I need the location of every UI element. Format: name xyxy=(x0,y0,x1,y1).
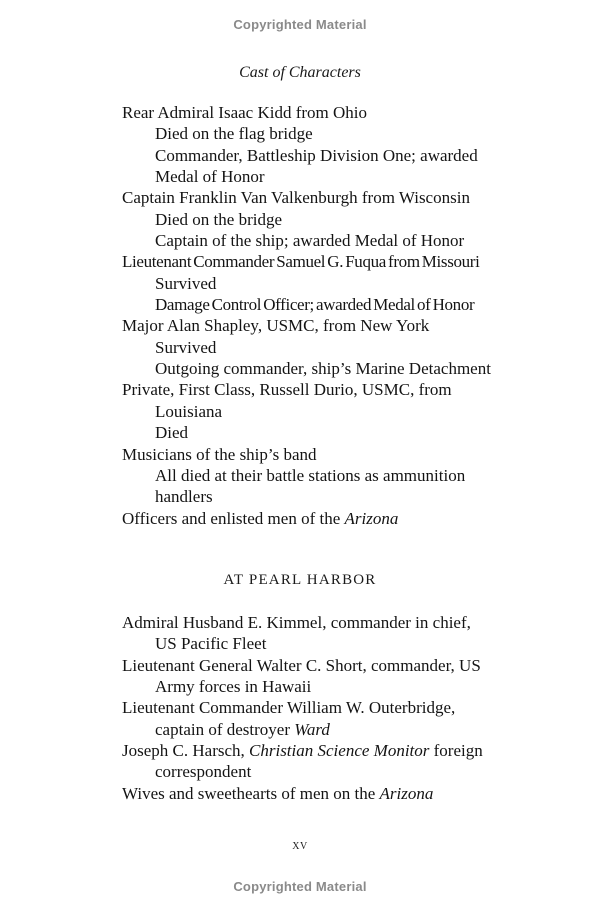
line-text: Medal of Honor xyxy=(155,167,265,187)
list-line xyxy=(122,337,490,358)
line-text: Damage Control Officer; awarded Medal of Honor xyxy=(155,295,475,315)
pearl-harbor-list xyxy=(122,612,490,804)
list-line xyxy=(122,612,490,633)
list-line xyxy=(122,315,490,336)
line-text: handlers xyxy=(155,487,213,507)
list-line xyxy=(122,145,490,166)
list-line xyxy=(122,123,490,144)
list-line xyxy=(122,422,490,443)
list-line xyxy=(122,230,490,251)
list-line xyxy=(122,697,490,718)
list-line xyxy=(122,633,490,654)
line-text: All died at their battle stations as ammunition xyxy=(155,465,466,485)
list-line xyxy=(122,761,490,782)
list-line xyxy=(122,676,490,697)
list-line xyxy=(122,294,490,315)
line-text: foreign xyxy=(429,741,483,761)
line-text: Major Alan Shapley, USMC, from New York xyxy=(122,316,430,336)
line-text: Died on the flag bridge xyxy=(155,124,313,144)
line-text: correspondent xyxy=(155,762,252,782)
page-number: xv xyxy=(292,838,308,853)
list-line xyxy=(122,444,490,465)
line-text: Louisiana xyxy=(155,401,223,421)
line-text: Admiral Husband E. Kimmel, commander in chief, xyxy=(122,613,471,632)
line-text: Captain of the ship; awarded Medal of Honor xyxy=(155,231,465,251)
ship-name-italic: Ward xyxy=(294,719,330,739)
line-text: Outgoing commander, ship’s Marine Detachment xyxy=(155,359,491,379)
list-line xyxy=(122,508,490,529)
line-text: Survived xyxy=(155,337,217,357)
list-line xyxy=(122,251,490,272)
cast-of-characters-list xyxy=(122,102,490,529)
list-line xyxy=(122,187,490,208)
line-text: Rear Admiral Isaac Kidd from Ohio xyxy=(122,103,368,122)
line-text: Commander, Battleship Division One; awarded xyxy=(155,145,478,165)
line-text: Joseph C. Harsch, xyxy=(122,741,250,761)
line-text: Private, First Class, Russell Durio, USMC, from xyxy=(122,380,452,400)
line-text: Lieutenant General Walter C. Short, commander, US xyxy=(122,655,481,675)
list-line xyxy=(122,358,490,379)
line-text: Officers and enlisted men of the xyxy=(122,508,345,528)
publication-name-italic: Christian Science Monitor xyxy=(249,741,430,761)
line-text: US Pacific Fleet xyxy=(155,634,267,654)
line-text: Died xyxy=(155,423,189,443)
line-text: Musicians of the ship’s band xyxy=(122,444,317,464)
list-line xyxy=(122,486,490,507)
ship-name-italic: Arizona xyxy=(344,508,399,528)
list-line xyxy=(122,740,490,761)
line-text: Lieutenant Commander Samuel G. Fuqua from Missouri xyxy=(122,252,480,272)
line-text: Died on the bridge xyxy=(155,209,282,229)
list-line xyxy=(122,379,490,400)
line-text: Army forces in Hawaii xyxy=(155,677,312,697)
list-line xyxy=(122,166,490,187)
line-text: Captain Franklin Van Valkenburgh from Wisconsin xyxy=(122,188,470,208)
list-line xyxy=(122,102,490,123)
list-line xyxy=(122,783,490,804)
copyright-watermark-top: Copyrighted Material xyxy=(233,17,367,32)
list-line xyxy=(122,401,490,422)
list-line xyxy=(122,719,490,740)
copyright-watermark-bottom: Copyrighted Material xyxy=(233,879,367,894)
section-heading-at-pearl-harbor: AT PEARL HARBOR xyxy=(223,572,377,588)
list-line xyxy=(122,465,490,486)
list-line xyxy=(122,209,490,230)
line-text: Lieutenant Commander William W. Outerbridge, xyxy=(122,698,456,718)
line-text: captain of destroyer xyxy=(155,719,295,739)
list-line xyxy=(122,655,490,676)
line-text: Wives and sweethearts of men on the xyxy=(122,783,380,803)
ship-name-italic: Arizona xyxy=(379,783,434,803)
list-line xyxy=(122,273,490,294)
line-text: Survived xyxy=(155,273,217,293)
chapter-heading: Cast of Characters xyxy=(239,64,361,81)
